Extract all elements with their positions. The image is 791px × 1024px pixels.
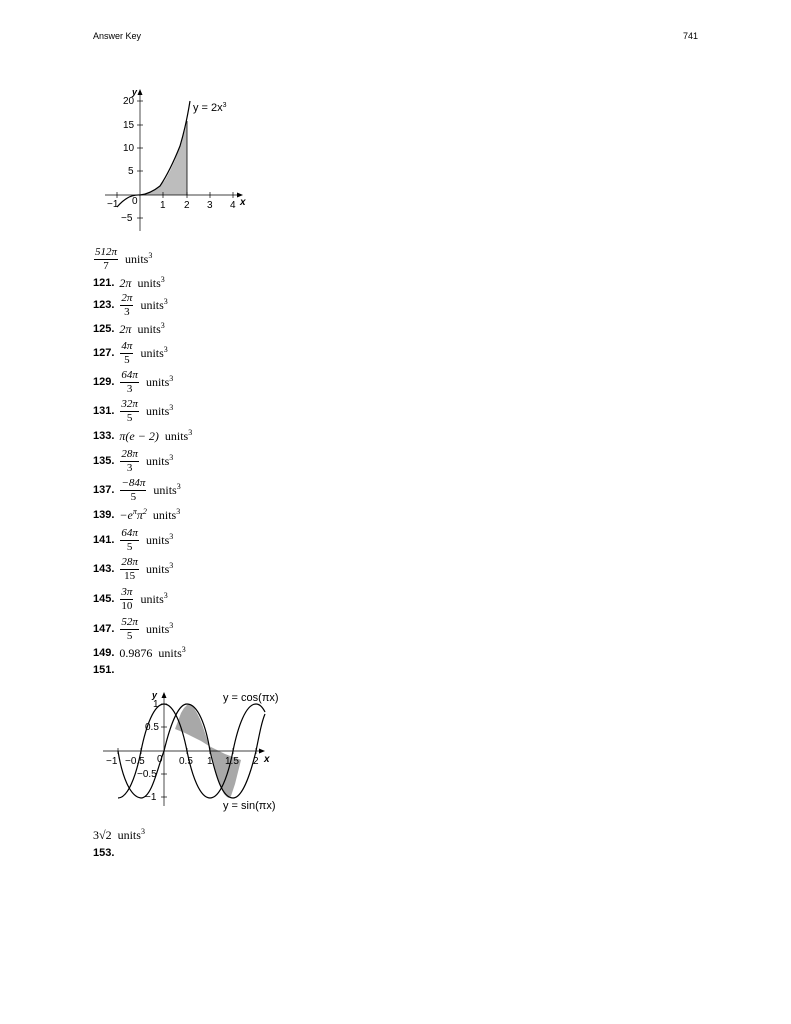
x-tick-4: 4: [230, 200, 236, 211]
answer-row: [93, 398, 173, 424]
answer-row: [93, 657, 119, 683]
answer-expression: 2π: [119, 275, 132, 290]
y-tick-1: 1: [153, 699, 159, 710]
y-tick-5: 5: [128, 166, 134, 177]
graph-cubic-region: [100, 83, 260, 233]
answer-row: [93, 292, 168, 318]
y-tick-neg0.5: −0.5: [137, 769, 157, 780]
units-label: units$^3$: [137, 275, 165, 290]
units-label: units$^3$: [145, 621, 174, 636]
answer-number: 135.: [93, 455, 115, 467]
fraction: $\frac{52\pi}{5}$: [121, 615, 138, 642]
fraction: $\frac{4\pi}{5}$: [121, 339, 133, 366]
units-label: units$^3$: [140, 591, 168, 606]
x-tick-1: 1: [207, 756, 213, 767]
answer-number: 123.: [93, 299, 115, 311]
cos-label: y = cos(πx): [223, 692, 279, 704]
units-label: units$^3$: [145, 403, 174, 418]
answer-row: [93, 448, 173, 474]
units-label: units$^3$: [152, 507, 181, 522]
answer-number: 145.: [93, 593, 115, 605]
answer-row: [93, 340, 168, 366]
answer-number: 141.: [93, 534, 115, 546]
x-tick-1.5: 1.5: [225, 756, 239, 767]
x-axis-label: x: [240, 197, 246, 208]
units-label: units$^3$: [137, 321, 165, 336]
answer-row: [93, 477, 181, 503]
fraction: $\frac{28\pi}{15}$: [121, 555, 138, 582]
x-tick-0.5: 0.5: [179, 756, 193, 767]
units-label: units$^3$: [140, 345, 168, 360]
header-page-number: 741: [683, 31, 699, 41]
x-tick-neg1: −1: [107, 199, 119, 210]
x-tick-3: 3: [207, 200, 213, 211]
answer-row: [93, 423, 192, 449]
fraction: $\frac{64\pi}{3}$: [121, 368, 138, 395]
answer-row: [93, 556, 173, 582]
units-label: units$^3$: [140, 297, 168, 312]
units-label: units$^3$: [145, 561, 174, 576]
answer-number: 133.: [93, 430, 115, 442]
answer-number: 139.: [93, 509, 115, 521]
answer-number: 143.: [93, 563, 115, 575]
answer-row: [93, 369, 173, 395]
answer-row: [93, 586, 168, 612]
answer-number: 121.: [93, 277, 115, 289]
graph-sin-cos-region: [100, 686, 300, 816]
shaded-region: [140, 121, 187, 195]
fraction: $\frac{3\pi}{10}$: [121, 585, 133, 612]
y-tick-0.5: 0.5: [145, 722, 159, 733]
answer-row: [93, 840, 119, 866]
header-section-title: Answer Key: [93, 31, 142, 41]
y-tick-15: 15: [123, 120, 135, 131]
fraction: $\frac{-84\pi}{5}$: [121, 476, 146, 503]
x-tick-2: 2: [184, 200, 190, 211]
y-tick-neg5: −5: [121, 213, 133, 224]
answer-number: 147.: [93, 623, 115, 635]
answer-expression: 0.9876: [119, 645, 153, 660]
answer-row: [93, 616, 173, 642]
answer-number: 129.: [93, 376, 115, 388]
y-axis-arrow: [162, 692, 167, 698]
answer-number: 149.: [93, 647, 115, 659]
answer-number: 131.: [93, 405, 115, 417]
fraction: $\frac{32\pi}{5}$: [121, 397, 138, 424]
fraction: $\frac{512\pi}{7}$: [95, 245, 118, 272]
answer-row: [93, 316, 165, 342]
units-label: units$^3$: [145, 532, 174, 547]
x-tick-neg0.5: −0.5: [125, 756, 145, 767]
y-tick-neg1: −1: [145, 792, 157, 803]
answer-row: [93, 527, 173, 553]
answer-row: [93, 246, 152, 272]
answer-number: 127.: [93, 347, 115, 359]
answer-expression: 3√2: [93, 827, 112, 842]
fraction: $\frac{2\pi}{3}$: [121, 291, 133, 318]
units-label: units$^3$: [145, 374, 174, 389]
y-tick-10: 10: [123, 143, 135, 154]
answer-number: 153.: [93, 847, 115, 859]
answer-expression: 2π: [119, 321, 132, 336]
units-label: units$^3$: [117, 827, 145, 842]
sin-label: y = sin(πx): [223, 800, 276, 812]
answer-number: 151.: [93, 664, 115, 676]
units-label: units$^3$: [125, 251, 153, 266]
units-label: units$^3$: [158, 645, 186, 660]
units-label: units$^3$: [164, 428, 193, 443]
answer-number: 137.: [93, 484, 115, 496]
answer-expression: π(e − 2): [119, 428, 159, 443]
answer-row: [93, 502, 180, 528]
y-tick-20: 20: [123, 96, 135, 107]
x-tick-0: 0: [157, 754, 163, 765]
x-axis-arrow: [259, 749, 265, 754]
units-label: units$^3$: [145, 453, 174, 468]
x-tick-2: 2: [253, 756, 259, 767]
x-axis-label: x: [264, 754, 270, 765]
y-axis-arrow: [138, 89, 143, 95]
curve-label: $y = 2x^3$: [193, 102, 227, 114]
fraction: $\frac{64\pi}{5}$: [121, 526, 138, 553]
units-label: units$^3$: [153, 482, 181, 497]
fraction: $\frac{28\pi}{3}$: [121, 447, 138, 474]
y-axis-label: y: [152, 690, 158, 700]
answer-expression: $-e^\pi\pi^2$: [119, 507, 147, 522]
answer-number: 125.: [93, 323, 115, 335]
y-axis-label: y: [132, 87, 138, 97]
x-tick-0: 0: [132, 196, 138, 207]
x-tick-neg1: −1: [106, 756, 118, 767]
x-tick-1: 1: [160, 200, 166, 211]
